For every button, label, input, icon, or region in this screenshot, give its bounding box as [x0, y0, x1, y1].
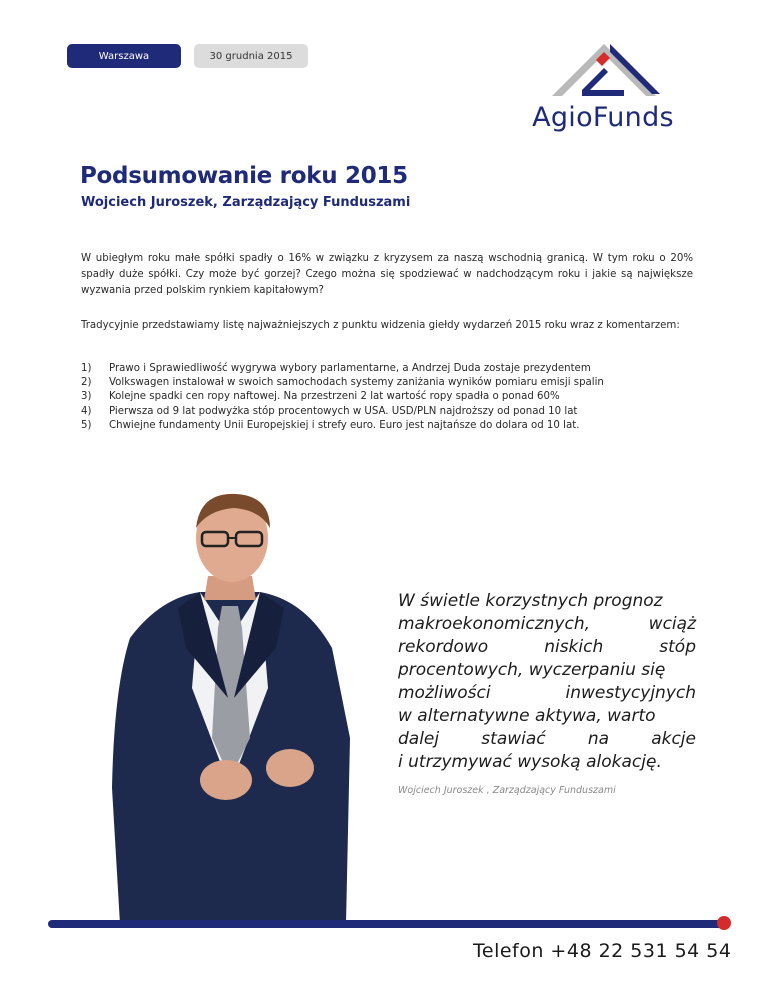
quote-word: dalej	[398, 729, 440, 749]
logo-wordmark: AgioFunds	[532, 102, 674, 133]
quote-line	[398, 636, 696, 659]
list-item-text: Pierwsza od 9 lat podwyżka stóp procentowych w USA. USD/PLN najdroższy od ponad 10 lat	[109, 405, 578, 417]
list-item	[81, 376, 701, 390]
list-item-number: 5)	[81, 419, 92, 431]
quote-line	[398, 705, 696, 728]
quote-word: stawiać	[481, 729, 546, 749]
quote-word: na	[587, 729, 610, 749]
quote-word: w alternatywne aktywa, warto	[398, 706, 656, 726]
quote-word: rekordowo	[398, 637, 489, 657]
quote-word: i utrzymywać wysoką alokację.	[398, 752, 662, 772]
list-item-text: Chwiejne fundamenty Unii Europejskiej i strefy euro. Euro jest najtańsze do dolara od 10 lat.	[109, 419, 580, 431]
events-list	[81, 362, 701, 433]
quote-line	[398, 751, 696, 774]
portrait-photo	[100, 488, 360, 924]
quote-word: możliwości	[398, 683, 491, 703]
quote-word: akcje	[651, 729, 696, 749]
list-item	[81, 362, 701, 376]
quote-word: W świetle korzystnych prognoz	[398, 591, 663, 611]
page-title: Podsumowanie roku 2015	[80, 163, 408, 189]
list-item-number: 3)	[81, 391, 92, 403]
logo-roof-icon	[548, 42, 660, 104]
list-item-text: Kolejne spadki cen ropy naftowej. Na przestrzeni 2 lat wartość ropy spadła o ponad 60%	[109, 391, 560, 403]
agiofunds-logo	[522, 42, 684, 132]
quote-word: wciąż	[648, 614, 696, 634]
quote-word: makroekonomicznych,	[398, 614, 591, 634]
date-tag: 30 grudnia 2015	[194, 44, 308, 68]
divider-line	[48, 920, 726, 928]
list-item-number: 1)	[81, 363, 92, 374]
pull-quote	[398, 590, 696, 774]
quote-word: inwestycyjnych	[565, 683, 696, 703]
list-item	[81, 419, 701, 433]
list-item-text: Volkswagen instalował w swoich samochodach systemy zaniżania wyników pomiaru emisji spalin	[109, 377, 604, 389]
page-subtitle: Wojciech Juroszek, Zarządzający Funduszami	[81, 195, 411, 210]
quote-line	[398, 590, 696, 613]
city-tag: Warszawa	[67, 44, 181, 68]
list-item-number: 2)	[81, 377, 92, 389]
quote-word: procentowych, wyczerpaniu się	[398, 660, 666, 680]
list-item-number: 4)	[81, 405, 92, 417]
intro-paragraph: W ubiegłym roku małe spółki spadły o 16% w związku z kryzysem za naszą wschodnią granicą. W tym roku o 20% spadły duże spółki. Czy może być gorzej? Czego można się spodziewać w nadchodzącym roku i jakie są największe wyzwania przed polskim rynkiem kapitałowym?	[81, 253, 693, 296]
list-item	[81, 405, 701, 419]
quote-line	[398, 613, 696, 636]
list-item	[81, 390, 701, 404]
quote-author: Wojciech Juroszek , Zarządzający Funduszami	[398, 785, 616, 796]
divider-dot	[717, 916, 731, 930]
quote-word: niskich	[544, 637, 604, 657]
list-intro-paragraph: Tradycyjnie przedstawiamy listę najważniejszych z punktu widzenia giełdy wydarzeń 2015 roku wraz z komentarzem:	[81, 320, 680, 331]
quote-line	[398, 682, 696, 705]
quote-word: stóp	[659, 637, 696, 657]
quote-line	[398, 728, 696, 751]
list-item-text: Prawo i Sprawiedliwość wygrywa wybory parlamentarne, a Andrzej Duda zostaje prezydentem	[109, 363, 591, 374]
footer-divider	[48, 918, 731, 930]
phone-number: Telefon +48 22 531 54 54	[473, 940, 732, 962]
quote-line	[398, 659, 696, 682]
